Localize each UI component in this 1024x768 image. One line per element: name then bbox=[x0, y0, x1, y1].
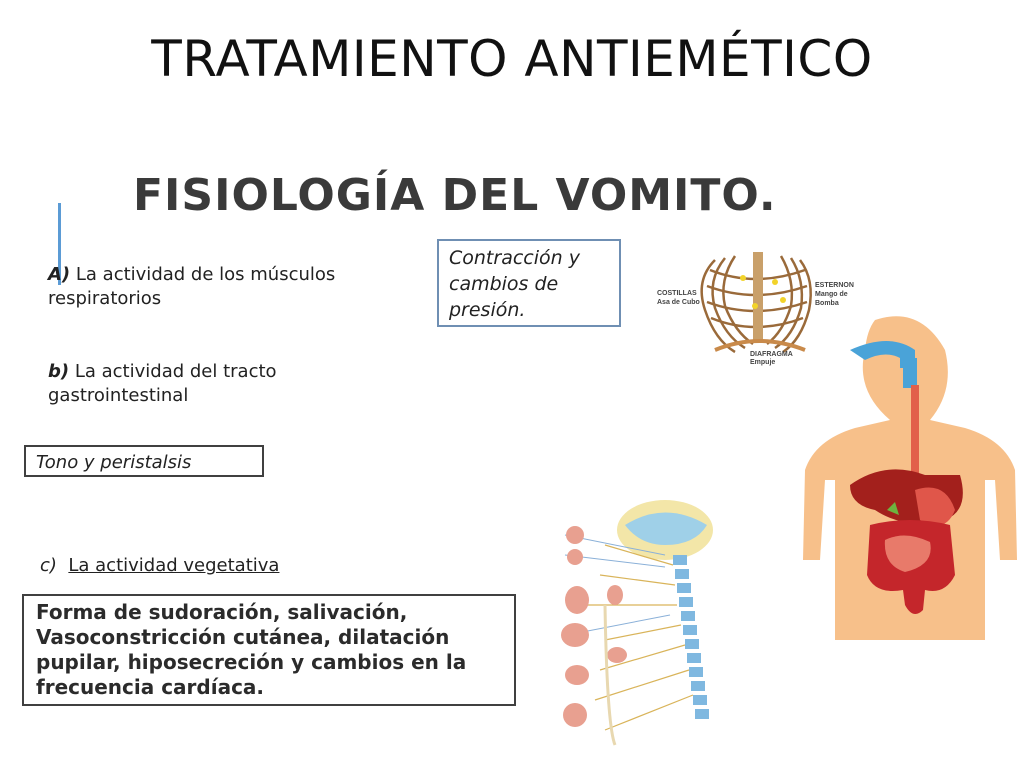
digestive-body-illustration bbox=[795, 310, 1024, 650]
label-diafragma: DIAFRAGMA bbox=[750, 351, 793, 358]
item-b-marker: b) bbox=[48, 361, 70, 382]
item-c-marker: c) bbox=[40, 555, 57, 576]
label-asa: Asa de Cubo bbox=[657, 299, 700, 306]
slide-title: TRATAMIENTO ANTIEMÉTICO bbox=[151, 30, 873, 88]
tono-box: Tono y peristalsis bbox=[24, 445, 264, 477]
item-a-text: La actividad de los músculos respiratorios bbox=[48, 264, 336, 309]
label-costillas: COSTILLAS bbox=[657, 290, 697, 297]
nervous-system-illustration bbox=[545, 495, 730, 750]
list-item-a bbox=[48, 263, 428, 311]
label-empuje: Empuje bbox=[750, 359, 776, 366]
contraccion-box: Contracción y cambios de presión. bbox=[437, 239, 621, 327]
label-bomba: Bomba bbox=[815, 300, 839, 307]
label-mango: Mango de bbox=[815, 291, 848, 298]
item-c-text: La actividad vegetativa bbox=[68, 555, 280, 576]
forma-box: Forma de sudoración, salivación, Vasoconstricción cutánea, dilatación pupilar, hiposecreción y cambios en la frecuencia cardíaca. bbox=[22, 594, 516, 706]
list-item-c bbox=[40, 554, 279, 578]
label-esternon: ESTERNON bbox=[815, 282, 854, 289]
slide-subtitle: FISIOLOGÍA DEL VOMITO. bbox=[133, 170, 777, 221]
item-b-text: La actividad del tracto gastrointestinal bbox=[48, 361, 277, 406]
list-item-b bbox=[48, 360, 368, 408]
item-a-marker: A) bbox=[48, 264, 71, 285]
